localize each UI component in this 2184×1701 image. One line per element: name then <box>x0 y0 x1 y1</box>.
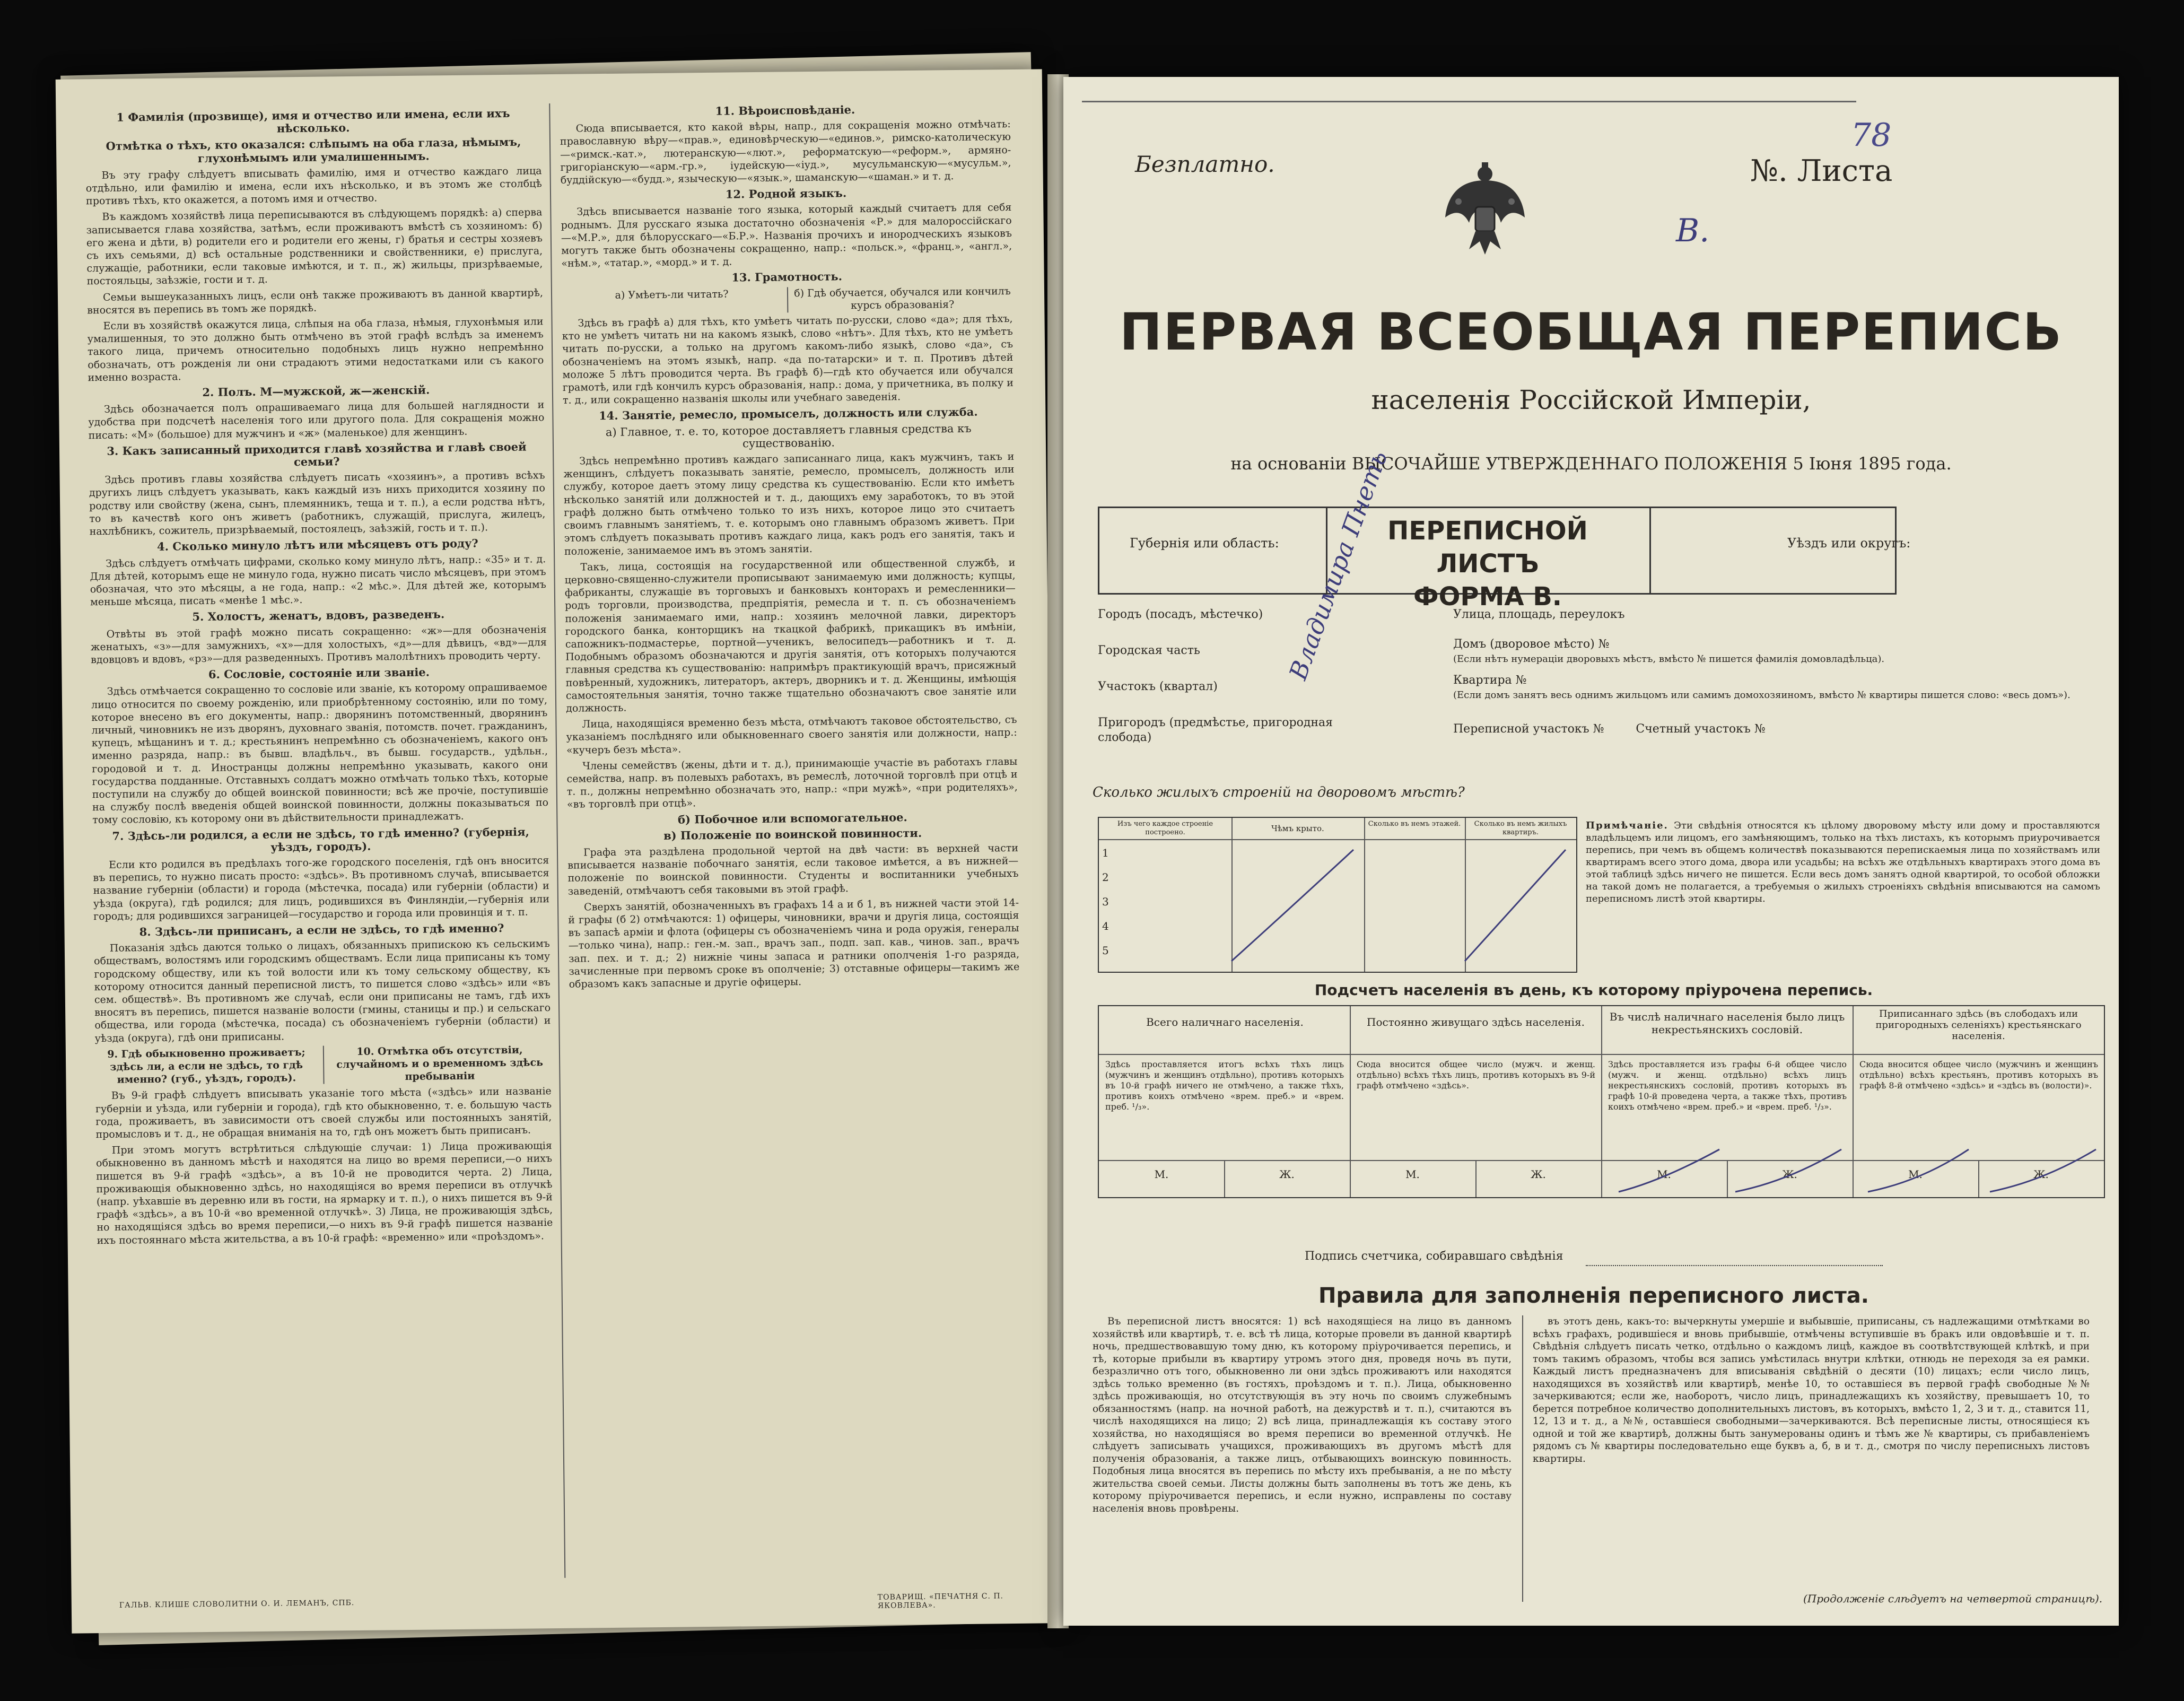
left-page-column-1 <box>85 103 556 1593</box>
census-subtitle: населенія Россійской Имперіи, <box>1371 385 1811 415</box>
signature-label: Подпись счетчика, собиравшаго свѣдѣнія <box>1305 1250 1563 1263</box>
apartment-field[interactable]: Квартира № <box>1453 674 1527 687</box>
paragraph: Отвѣты въ этой графѣ можно писать сокращенно: «ж»—для обозначенiя женатыхъ, «з»—для замужнихъ, «х»—для холостыхъ, «д»—для дѣвицъ, «вд»—для вдовцовъ и вдовъ, «рз»—для разведенныхъ. Противъ малолѣтнихъ проводить черту. <box>90 623 547 666</box>
buildings-row-number: 3 <box>1102 895 1109 908</box>
counting-precinct-field[interactable]: Счетный участокъ № <box>1636 722 1766 736</box>
heading-7: 7. Здѣсь-ли родился, а если не здѣсь, то гдѣ именно? (губернiя, уѣздъ, городъ). <box>112 825 529 854</box>
heading-4: 4. Сколько минуло лѣтъ или мѣсяцевъ отъ роду? <box>156 536 478 554</box>
male-label: М. <box>1154 1168 1169 1181</box>
signature-line <box>1586 1265 1883 1266</box>
heading-10: 10. Отмѣтка объ отсутствiи, случайномъ и о временномъ здѣсь пребыванiи <box>323 1043 552 1084</box>
free-label: Безплатно. <box>1135 151 1275 177</box>
male-label: М. <box>1405 1168 1420 1181</box>
count-title: Подсчетъ населенія въ день, къ которому пріурочена перепись. <box>1314 981 1873 999</box>
heading-14c: в) Положенiе по воинской повинности. <box>663 826 922 842</box>
heading-14a: а) Главное, т. е. то, которое доставляетъ главныя средства къ существованiю. <box>605 422 972 450</box>
count-col-header: Въ числѣ наличнаго населенія было лицъ некрестьянскихъ сословій. <box>1609 1010 1845 1036</box>
form-title-line-1: ПЕРЕПИСНОЙ ЛИСТЪ <box>1387 516 1588 579</box>
buildings-table <box>1098 817 1577 973</box>
paragraph: Здѣсь противъ главы хозяйства слѣдуетъ писать «хозяинъ», а противъ всѣхъ другихъ лицъ слѣдуетъ указывать, какъ каждый изъ нихъ приходится хозяину по родству или свойству (жена, сынъ, племянникъ, теща и т. п.), а если родства нѣтъ, то въ качествѣ кого онъ живетъ (работникъ, служащiй, прислуга, жилецъ, нахлѣбникъ, сожитель, призрѣваемый, постоялецъ, заѣзжiй, гость и т. п.). <box>89 469 546 538</box>
buildings-row-number: 2 <box>1102 871 1109 884</box>
list-number-handwritten: 78 <box>1851 117 1892 154</box>
list-letter-handwritten: В. <box>1676 212 1710 249</box>
rules-column-1 <box>1093 1315 1512 1612</box>
paragraph: Лица, находящiяся временно безъ мѣста, отмѣчаютъ таковое обстоятельство, съ указанiемъ послѣдняго или обыкновеннаго своего занятiя или должности, напр.: «кучеръ безъ мѣста». <box>566 714 1017 756</box>
paragraph: Сверхъ занятiй, обозначенныхъ въ графахъ 14 а и б 1, въ нижней части этой 14-й графы (б 2) отмѣчаются: 1) офицеры, чиновники, врачи и другiя лица, состоящiя въ запасѣ армiи и флота (офицеры съ обозначенiемъ чина и рода оружiя, генералы—только чина), напр.: ген.-м. зап., врачъ зап., подп. зап. кав., чинов. зап., врачъ зап. пех. и т. д.; 2) нижнiе чины запаса и ратники ополченiя 1-го разряда, зачисленные при первомъ сроке въ ополченiе; 3) отставные офицеры—такимъ же образомъ какъ запасные и другiе офицеры. <box>568 896 1020 990</box>
count-col-text: Здѣсь проставляется изъ графы 6-й общее число (мужч. и женщ. отдѣльно) всѣхъ лицъ некрестьянскихъ сословій, противъ которыхъ въ графѣ 10-й проведена черта, а также тѣхъ, противъ коихъ отмѣчено «врем. преб.» и «врем. преб. ¹/₃». <box>1608 1059 1847 1112</box>
male-label: М. <box>1908 1168 1923 1181</box>
rules-title: Правила для заполненія переписного листа. <box>1318 1284 1869 1308</box>
paragraph: Въ 9-й графѣ слѣдуетъ вписывать указанiе того мѣста («здѣсь» или названiе губернiи и уѣзда, или губернiи и города), гдѣ кто обыкновенно, т. е. большую часть года, проживаетъ, въ зависимости отъ своей службы или постоянныхъ занятiй, промысловъ и т. д., не обращая вниманiя на то, гдѣ онъ можетъ быть приписанъ. <box>95 1085 552 1141</box>
female-label: Ж. <box>2033 1168 2049 1181</box>
dash-strokes <box>1099 1006 2104 1197</box>
rules-column-2 <box>1533 1315 2090 1591</box>
heading-13a: а) Умѣетъ-ли читать? <box>615 288 729 301</box>
heading-1: 1 Фамилiя (прозвище), имя и отчество или имена, если ихъ нѣсколько. <box>116 106 510 135</box>
paragraph: Здѣсь въ графѣ а) для тѣхъ, кто умѣетъ читать по-русски, слово «да»; для тѣхъ, кто не умѣетъ читать ни на какомъ языкѣ, слово «нѣтъ». Для тѣхъ, кто не умѣетъ читать по-русски, а только на другомъ какомъ-либо языкѣ, слово «да», съ обозначенiемъ на этомъ языкѣ, напр. «да по-татарски» и т. п. Противъ дѣтей моложе 5 лѣтъ проводится черта. Въ графѣ б)—гдѣ кто обучается или обучался грамотѣ, или гдѣ кончилъ курсъ образованiя, напр.: дома, у причетника, въ полку и т. д., или сокращенно названiя школы или учебнаго заведенiя. <box>562 312 1014 407</box>
rules-text-2: въ этотъ день, какъ-то: вычеркнуты умершіе и выбывшіе, приписаны, съ надлежащими отмѣтками во всѣхъ графахъ, родившіеся и вновь прибывшіе, отмѣчены вступившіе въ бракъ или овдовѣвшіе и т. п. Свѣдѣнія слѣдуетъ писать четко, отдѣльно о каждомъ лицѣ, каждое въ соотвѣтствующей клѣткѣ, и при томъ такимъ образомъ, чтобы вся запись умѣстилась внутри клѣтки, отнюдь не переходя за ея рамки. Каждый листъ предназначенъ для вписыванія свѣдѣній о десяти (10) лицахъ; если число лицъ, находящихся въ хозяйствѣ или квартирѣ, менѣе 10, то оставшіеся въ первой графѣ свободные №№ зачеркиваются; если же, наоборотъ, число лицъ, принадлежащихъ къ хозяйству, превышаетъ 10, то берется потребное количество дополнительныхъ листовъ, въ которыхъ, вмѣсто 1, 2, 3 и т. д., ставится 11, 12, 13 и т. д., а №№, оставшіеся свободными—зачеркиваются. Всѣ переписные листы, относящіеся къ одной и той же квартирѣ, должны быть занумерованы одинъ и тѣмъ же № квартиры, съ прибавленіемъ рядомъ съ № квартиры последовательно еще буквъ а, б, в и т. д., смотря по числу переписныхъ листовъ квартиры. <box>1533 1316 2090 1464</box>
city-district-field[interactable]: Городская часть <box>1098 644 1200 657</box>
paragraph: Такъ, лица, состоящiя на государственной или общественной службѣ, и церковно-священно-служители прописывают занимаемую ими должность; купцы, фабриканты, служащiе въ торговыхъ и банковыхъ конторахъ и ремесленники—родъ торговли, производства, предпрiятiя, ремесла и т. п. съ обозначенiемъ положенiя занимаемаго ими, напр.: хозяинъ мелочной лавки, директоръ городского банка, конторщикъ на ткацкой фабрикѣ, прикащикъ въ имѣнiи, сапожникъ-подмастерье, портной—ученикъ, велосипедъ—работникъ и т. д. Подобнымъ образомъ обозначаются и другiя занятiя, отъ которыхъ получаются главныя средства къ существованiю: напримѣръ практикующiй врачъ, присяжный повѣренный, художникъ, литераторъ, актеръ, дворникъ и т. д. Женщины, имѣющiя самостоятельныя занятiя, точно также тщательно обозначаютъ свое занятiе или должность. <box>564 556 1017 714</box>
paragraph: Здѣсь слѣдуетъ отмѣчать цифрами, сколько кому минуло лѣтъ, напр.: «35» и т. д. Для дѣтей, которымъ еще не минуло года, нужно писать число мѣсяцевъ, при этомъ обозначая, что это мѣсяцы, а не года, напр.: «2 мѣс.». Для дѣтей же, которымъ меньше мѣсяца, писать «менѣе 1 мѣс.». <box>90 553 546 608</box>
imperial-eagle-icon <box>1443 159 1527 260</box>
paragraph: Графа эта раздѣлена продольной чертой на двѣ части: въ верхней части вписывается названiе побочнаго занятiя, если таковое имѣется, а въ нижней—положенiе по воинской повинности. Студенты и воспитанники учебныхъ заведенiй, отмѣчаютъ себя таковыми въ этой графѣ. <box>567 842 1019 897</box>
buildings-col-header: Сколько въ немъ жилыхъ квартиръ. <box>1474 820 1567 836</box>
heading-1b: Отмѣтка о тѣхъ, кто оказался: слѣпымъ на оба глаза, нѣмымъ, глухонѣмымъ или умалишеннымъ. <box>106 135 521 165</box>
suburb-field[interactable]: Пригородъ (предмѣстье, пригородная слобода) <box>1098 716 1333 744</box>
heading-14b: б) Побочное или вспомогательное. <box>677 810 907 826</box>
census-precinct-field[interactable]: Переписной участокъ № <box>1453 722 1604 736</box>
count-col-text: Сюда вносится общее число (мужч. и женщ. отдѣльно) всѣхъ тѣхъ лицъ, противъ которыхъ въ 9-й графѣ отмѣчено «здѣсь». <box>1357 1059 1595 1091</box>
rules-continued-note: (Продолженіе слѣдуетъ на четвертой страницѣ). <box>1803 1592 2103 1605</box>
paragraph: Здѣсь отмѣчается сокращенно то сословiе или званiе, къ которому опрашиваемое лицо относится по своему рожденiю, или пpиобрѣтенному состоянiю, или по тому, которое внесено въ его документы, напр.: дворянинъ потомственный, дворянинъ личный, чиновникъ не изъ дворянъ, духовнаго званiя, потомств. почет. гражданинъ, купецъ, мѣщанинъ и т. д.; крестьянинъ непремѣнно съ обозначенiемъ, какого онъ именно разряда, напр.: въ бывш. владѣльч., въ бывш. государств., удѣльн., городовой и т. д. Иностранцы должны непремѣнно указывать, какого они государства подданные. Отставныхъ солдатъ можно отмѣчать только тѣхъ, которые поступили на службу до общей воинской повинности; всѣ же прочiе, поступившiе на службу послѣ введенiя общей воинской повинности, должны показываться по тому сословiю, къ которому они въ дѣйствительности принадлежатъ. <box>91 681 549 826</box>
paragraph: Здѣсь вписывается названiе того языка, который каждый считаетъ для себя роднымъ. Для русскаго языка достаточно обозначенiя «Р.» для малороссiйскаго—«М.Р.», для бѣлорусскаго—«Б.Р.». Названiя прочихъ и инородческихъ языковъ могутъ также быть обозначены сокращенно, напр.: «польск.», «франц.», «англ.», «нѣм.», «татар.», «морд.» и т. д. <box>561 202 1012 270</box>
province-label: Губернія или область: <box>1130 536 1279 551</box>
count-col-header: Постоянно живущаго здѣсь населенія. <box>1367 1016 1585 1028</box>
female-label: Ж. <box>1279 1168 1295 1181</box>
buildings-row-number: 4 <box>1102 920 1109 932</box>
address-left-block <box>1098 607 1374 752</box>
paragraph: Если въ хозяйствѣ окажутся лица, слѣпыя на оба глаза, нѣмыя, глухонѣмыя или умалишенныя, то это должно быть отмѣчено въ этой графѣ вслѣдъ за именемъ такого лица, причемъ относительно подобныхъ лицъ нужно непремѣнно обозначать, отъ рожденiя ли они страдаютъ этими недостатками или съ какого именно возраста. <box>87 316 544 384</box>
paragraph: Показанiя здѣсь даются только о лицахъ, обязанныхъ припискою къ сельскимъ обществамъ, волостямъ или городскимъ обществамъ. Если лица приписаны къ тому городскому обществу, или къ той волости или къ тому сельскому обществу, къ которому относится данный переписной листъ, то пишется слово «здѣсь» или «въ сем. обществѣ». Въ противномъ же случаѣ, если они приписаны не тамъ, гдѣ ихъ вносятъ въ перепись, пишется названiе волости (гмины, станицы и пр.) и сельскаго общества, или города (мѣстечка, посада) съ обозначенiемъ губернiи (области) и уѣзда (округа), гдѣ они приписаны. <box>94 938 551 1044</box>
heading-2: 2. Полъ. М—мужской, ж—женскiй. <box>202 383 430 399</box>
street-field[interactable]: Улица, площадь, переулокъ <box>1453 608 1625 621</box>
rules-text-1: Въ переписной листъ вносятся: 1) всѣ находящіеся на лицо въ данномъ хозяйствѣ или квартирѣ, т. е. всѣ тѣ лица, которые провели въ данной квартирѣ ночь, предшествовавшую тому дню, къ которому пріурочивается перепись, и тѣ, которые прибыли въ квартиру утромъ этого дня, проведя ночь въ пути, безразлично отъ того, обыкновенно ли они здѣсь проживаютъ или находятся здѣсь только временно (въ гостяхъ, проѣздомъ и т. п.). Лица, обыкновенно здѣсь проживающія, но отсутствующія въ эту ночь по своимъ служебнымъ обязанностямъ (напр. на ночной работѣ, на дежурствѣ и т. п.), считаются въ числѣ находящихся на лицо; 2) всѣ лица, принадлежащія къ составу этого хозяйства, но находящіяся во время переписи во временной отлучкѣ. Не слѣдуетъ записывать учащихся, проживающихъ въ другомъ мѣстѣ для полученія образованія, а также лицъ, отбывающихъ воинскую повинность. Подобныя лица вносятся въ перепись по мѣсту ихъ пребыванія, а не по мѣсту жительства своей семьи. Листы должны быть заполнены въ тотъ же день, къ которому пріурочивается перепись, и если нужно, исправлены по составу населенія вновь провѣрены. <box>1093 1316 1512 1514</box>
list-number-label: №. Листа <box>1750 154 1893 188</box>
count-col-text: Сюда вносится общее число (мужчинъ и женщинъ отдѣльно) всѣхъ крестьянъ, противъ которыхъ въ графѣ 8-й отмѣчено «здѣсь» и «здѣсь въ (волости)». <box>1859 1059 2098 1091</box>
paragraph: Семьи вышеуказанныхъ лицъ, если онѣ также проживаютъ въ данной квартирѣ, вносятся въ перепись въ томъ же порядкѣ. <box>87 286 544 317</box>
apartment-note: (Если домъ занятъ весь однимъ жильцомъ или самимъ домохозяиномъ, вмѣсто № квартиры пишется слово: «весь домъ»). <box>1453 690 2071 701</box>
top-rule <box>1082 101 1856 102</box>
paragraph: Въ каждомъ хозяйствѣ лица переписываются въ слѣдующемъ порядкѣ: а) сперва записывается глава хозяйства, затѣмъ, если проживаютъ вмѣстѣ съ хозяиномъ: б) его жена и дѣти, в) родители его и родители его жены, г) братья и сестры хозяевъ съ ихъ семьями, д) всѣ остальные родственники и свойственники, е) прислуга, служащiе, работники, если таковые имѣются, и т. п., ж) жильцы, призрѣваемые, постояльцы, заѣзжiе, гости и т. д. <box>86 206 543 287</box>
buildings-col-header: Сколько въ немъ этажей. <box>1368 820 1461 828</box>
house-field[interactable]: Домъ (дворовое мѣсто) № <box>1453 638 1610 651</box>
house-note: (Если нѣтъ нумераціи дворовыхъ мѣстъ, вмѣсто № пишется фамилія домовладѣльца). <box>1453 653 1885 665</box>
heading-13: 13. Грамотность. <box>731 269 843 284</box>
rules-divider <box>1522 1315 1523 1602</box>
printer-note-right: ТОВАРИЩ. «ПЕЧАТНЯ С. П. ЯКОВЛЕВА». <box>877 1592 1004 1610</box>
heading-13-row <box>562 285 1012 315</box>
heading-6: 6. Сословiе, состоянiе или званiе. <box>208 665 430 681</box>
paragraph: Здѣсь обозначается полъ опрашиваемаго лица для большей наглядности и удобства при подсчетѣ населенiя того или другого пола. Для сокращенiя можно писать: «М» (большое) для мужчинъ и «ж» (маленькое) для женщинъ. <box>88 399 545 441</box>
note-text: Эти свѣдѣнія относятся къ цѣлому дворовому мѣсту или дому и проставляются владѣльцемъ или лицомъ, его замѣняющимъ, только на тѣхъ листахъ, къ которымъ приурочивается перепись, при чемъ въ общемъ количествѣ показываются перепискаемыя лица по хозяйствамъ или квартирамъ всего этого дома, двора или усадьбы; на всѣхъ же отдѣльныхъ квартирахъ этого дома въ этой таблицѣ здѣсь ничего не пишется. Если весь домъ занятъ одной квартирой, то особой обложки на такой домъ не полагается, а требуемыя о жилыхъ строеніяхъ свѣдѣнія вписываются на самомъ переписномъ листѣ этой квартиры. <box>1586 820 2100 904</box>
paragraph: Здѣсь непремѣнно противъ каждаго записаннаго лица, какъ мужчинъ, такъ и женщинъ, слѣдуетъ показывать занятiе, ремесло, промыселъ, должность или службу, которое даетъ этому лицу средства къ существованiю. Если кто имѣетъ нѣсколько занятiй или должностей и т. д., дающихъ ему заработокъ, то въ этой графѣ должно быть отмѣчено только то изъ нихъ, которое лицо это считаетъ своимъ главнымъ занятiемъ, т. е. которымъ оно главнымъ образомъ живетъ. При этомъ слѣдуетъ показывать противъ каждаго лица, какъ родъ его занятiя, такъ и положенiе, занимаемое имъ въ этомъ занятiи. <box>563 451 1015 557</box>
buildings-row-number: 5 <box>1102 944 1109 957</box>
population-count-table <box>1098 1005 2105 1198</box>
census-title: ПЕРВАЯ ВСЕОБЩАЯ ПЕРЕПИСЬ <box>1119 302 2063 362</box>
male-label: М. <box>1657 1168 1671 1181</box>
left-page <box>56 69 1059 1633</box>
paragraph: Сюда вписывается, кто какой вѣры, напр., для сокращенiя можно отмѣчать: православную вѣру—«прав.», единовѣрческую—«единов.», римско-католическую—«римск.-кат.», лютеранскую—«лют.», реформатскую—«реформ.», армяно-григорiанскую—«арм.-гр.», iудейскую—«iуд.», мусульманскую—«мусульм.», буддiйскую—«будд.», языческую—«язык.», шаманскую—«шаман.» и т. д. <box>560 118 1011 186</box>
count-col-text: Здѣсь проставляется итогъ всѣхъ тѣхъ лицъ (мужчинъ и женщинъ отдѣльно), противъ которыхъ въ 10-й графѣ ничего не отмѣчено, а также тѣхъ, противъ коихъ отмѣчено «врем. преб.» и «врем. преб. ¹/₃». <box>1105 1059 1344 1112</box>
precinct-row <box>1453 722 2106 737</box>
paragraph: Если кто родился въ предѣлахъ того-же городского поселенiя, гдѣ онъ вносится въ перепись, то нужно писать просто: «здѣсь». Въ противномъ случаѣ, вписывается название губернiи (области) и города (мѣстечка, посада) или губернiи (области) и уѣзда (округа), гдѣ родился; для лицъ, родившихся въ Финляндiи,—губернiя или городъ; для родившихся заграницей—государство и города или провинцiя и т. п. <box>93 854 550 922</box>
buildings-note <box>1586 819 2100 905</box>
form-title <box>1339 514 1636 613</box>
paragraph: Члены семействъ (жены, дѣти и т. д.), принимающiе участiе въ работахъ главы семейства, напр. въ полевыхъ работахъ, въ ремеслѣ, лоточной торговлѣ при отцѣ и т. п., должны непремѣнно обозначать это, напр.: «при мужѣ», «при родителяхъ», «въ торговлѣ при отцѣ». <box>566 755 1018 811</box>
heading-5: 5. Холостъ, женатъ, вдовъ, разведенъ. <box>192 607 445 624</box>
buildings-row-number: 1 <box>1102 847 1109 859</box>
heading-9-10-row <box>95 1043 552 1087</box>
heading-8: 8. Здѣсь-ли приписанъ, а если не здѣсь, то гдѣ именно? <box>139 921 504 939</box>
buildings-col-header: Чѣмъ крыто. <box>1271 824 1324 833</box>
female-label: Ж. <box>1531 1168 1546 1181</box>
census-basis: на основаніи ВЫСОЧАЙШЕ УТВЕРЖДЕННАГО ПОЛОЖЕНІЯ 5 Іюня 1895 года. <box>1230 453 1952 474</box>
count-col-header: Всего наличнаго населенія. <box>1146 1016 1304 1028</box>
heading-13b: б) Гдѣ обучается, обучался или кончилъ курсъ образованiя? <box>787 285 1012 313</box>
heading-3: 3. Какъ записанный приходится главѣ хозяйства и главѣ своей семьи? <box>107 440 527 469</box>
female-label: Ж. <box>1782 1168 1797 1181</box>
heading-14: 14. Занятiе, ремесло, промыселъ, должность или служба. <box>598 405 978 423</box>
left-page-column-2 <box>560 99 1026 1589</box>
buildings-col-header: Изъ чего каждое строеніе построено. <box>1117 820 1213 836</box>
precinct-field[interactable]: Участокъ (квартал) <box>1098 680 1218 693</box>
handwritten-address: Владимира Пнеть <box>1283 447 1393 684</box>
city-field[interactable]: Городъ (посадъ, мѣстечко) <box>1098 608 1263 621</box>
paragraph: При этомъ могутъ встрѣтиться слѣдующiе случаи: 1) Лица проживающiя обыкновенно въ данномъ мѣстѣ и находятся на лицо во время переписи,—о нихъ пишется въ 9-й графѣ «здѣсь», а въ 10-й не проводится черта. 2) Лица, проживающiя обыкновенно здѣсь, но находящiяся во время переписи въ отлучкѣ (напр. уѣхавшiе въ деревню или въ гости, на ярмарку и т. п.), о нихъ пишется въ 9-й графѣ «здѣсь», а въ 10-й «во временной отлучкѣ». 3) Лица, не проживающiя здѣсь, но находящiяся здѣсь во время переписи,—о нихъ въ 9-й графѣ пишется названiе ихъ постояннаго мѣста жительства, а въ 10-й графѣ: «временно» или «проѣздомъ». <box>96 1140 553 1246</box>
form-box-divider <box>1649 507 1651 594</box>
count-col-header: Приписаннаго здѣсь (въ слободахъ или пригородныхъ селеніяхъ) крестьянскаго населенія. <box>1875 1008 2082 1042</box>
printer-note-left: ГАЛЬВ. КЛИШЕ СЛОВОЛИТНИ О. И. ЛЕМАНЪ, СПБ. <box>119 1599 355 1610</box>
address-right-block <box>1453 607 2106 737</box>
note-label: Примѣчаніе. <box>1586 820 1668 831</box>
paragraph: Въ эту графу слѣдуетъ вписывать фамилiю, имя и отчество каждаго лица отдѣльно, или фамилiю и имена, если ихъ нѣсколько, и въ этомъ же столбцѣ противъ тѣхъ, кто окажется, а потомъ имя и отчество. <box>85 165 542 207</box>
district-label: Уѣздъ или округъ: <box>1787 536 1911 551</box>
form-title-line-2: ФОРМА В. <box>1413 582 1562 612</box>
heading-9: 9. Гдѣ обыкновенно проживаетъ; здѣсь ли, а если не здѣсь, то гдѣ именно? (губ., уѣздъ, городъ). <box>107 1046 305 1086</box>
heading-12: 12. Родной языкъ. <box>725 186 847 201</box>
dash-strokes <box>1099 818 1576 972</box>
buildings-question: Сколько жилыхъ строеній на дворовомъ мѣстѣ? <box>1093 784 1465 800</box>
heading-11: 11. Вѣроисповѣданiе. <box>715 103 855 118</box>
